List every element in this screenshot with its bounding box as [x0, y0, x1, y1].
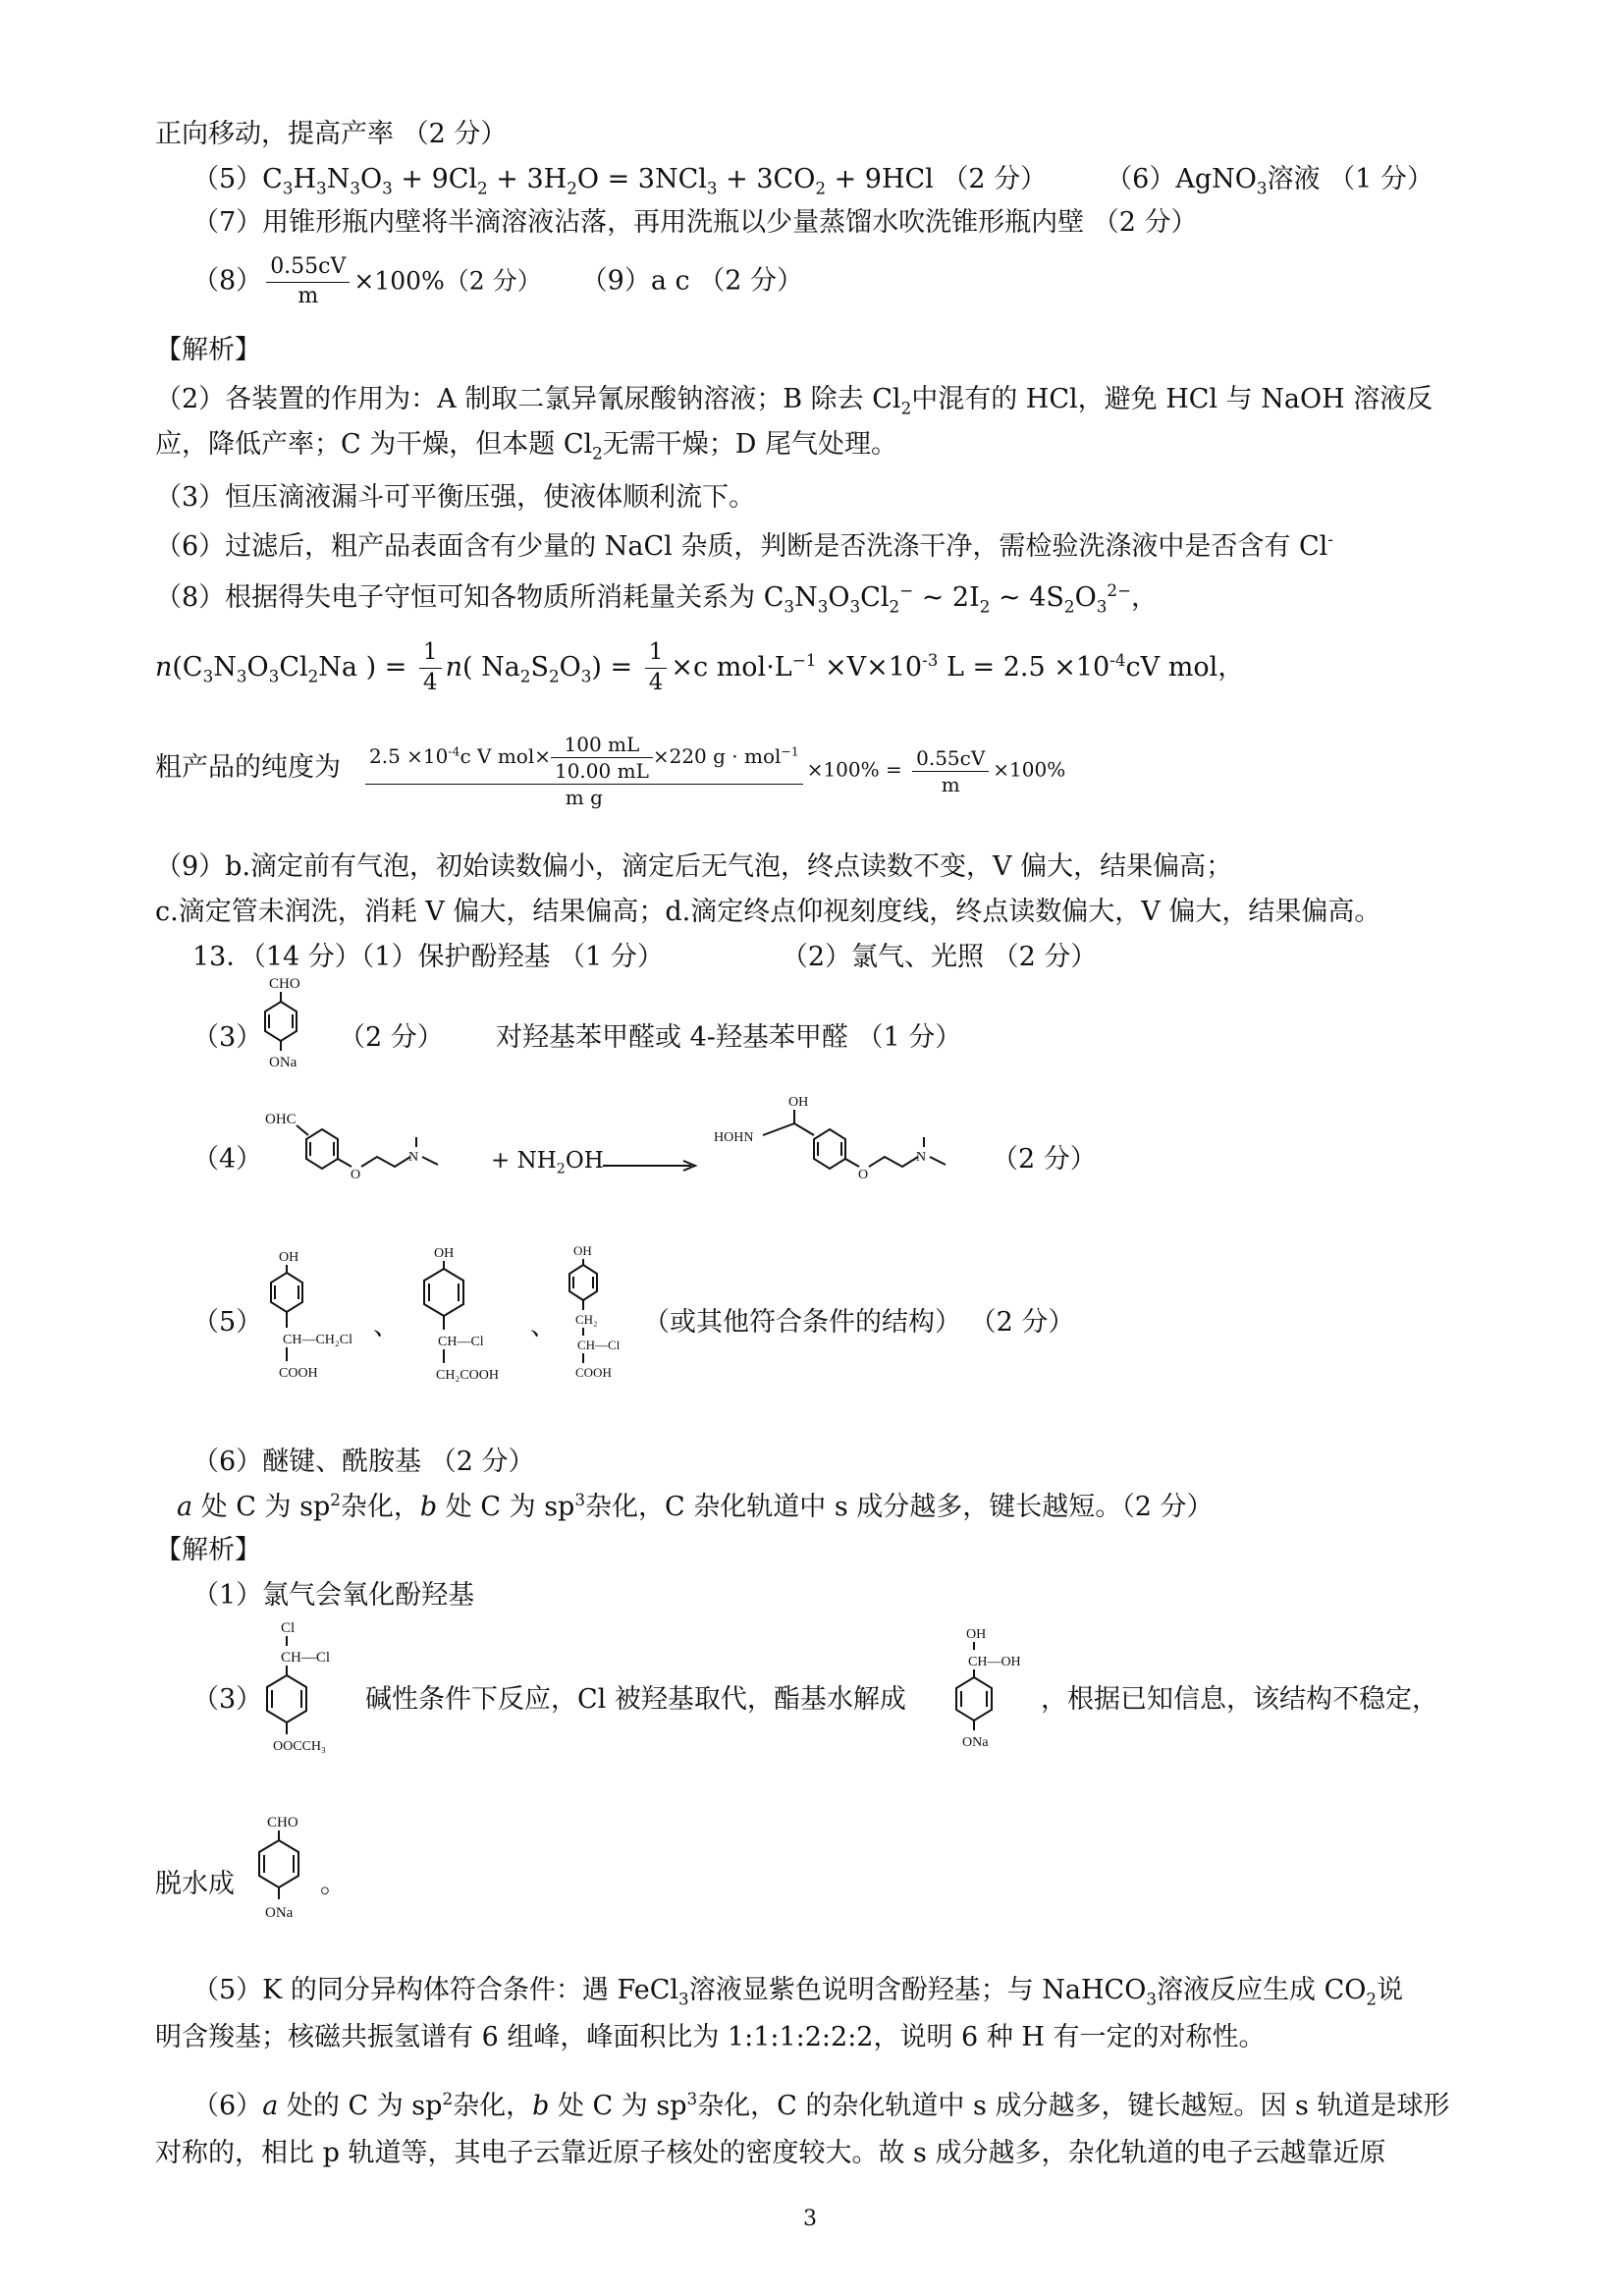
text-line: 对称的，相比 p 轨道等，其电子云靠近原子核处的密度较大。故 s 成分越多，杂化轨道的电子云越靠近原	[155, 2138, 1386, 2168]
reagent: + $NH_2OH$	[491, 1148, 604, 1177]
svg-text:Cl: Cl	[281, 1620, 296, 1636]
svg-text:N: N	[408, 1150, 419, 1165]
text-line: ，根据已知信息，该结构不稳定，	[1041, 1684, 1438, 1715]
svg-text:HOHN: HOHN	[714, 1130, 754, 1145]
text-line: c.滴定管未润洗，消耗 V 偏大，结果偏高；d.滴定终点仰视刻度线，终点读数偏大，V 偏大，结果偏高。	[155, 897, 1381, 927]
svg-text:OOCCH₃: OOCCH₃	[273, 1739, 326, 1754]
reactant-structure	[263, 1100, 469, 1188]
text-line: 碱性条件下反应，Cl 被羟基取代，酯基水解成	[365, 1684, 906, 1715]
text-line: （2）各装置的作用为：A 制取二氯异氰尿酸钠溶液；B 除去 $Cl_2$中混有的 HCl，避免 HCl 与 NaOH 溶液反	[155, 384, 1434, 418]
text-line: （3）	[192, 1022, 263, 1053]
svg-text:OH: OH	[788, 1095, 809, 1110]
equation-line: $(5)C_3H_3N_3O_3 + 9Cl_2 + 3H_2O = 3NCl_3 + 3CO_2 + 9HCl$ （2 分） （6）AgNO$_3$溶液 （1 分）	[192, 164, 1434, 198]
svg-text:CH—CH₂Cl: CH—CH₂Cl	[283, 1333, 353, 1347]
svg-text:CH—Cl: CH—Cl	[281, 1650, 331, 1666]
text-line: 。	[320, 1869, 347, 1899]
svg-text:CH—Cl: CH—Cl	[577, 1338, 621, 1352]
isomer-2	[401, 1241, 528, 1389]
svg-text:CHO: CHO	[267, 1815, 298, 1831]
page-number: 3	[803, 2207, 817, 2231]
text-line: （5）K 的同分异构体符合条件：遇 FeCl$_3$溶液显紫色说明含酚羟基；与 NaHCO$_3$溶液反应生成 $CO_2$说	[192, 1975, 1404, 2009]
svg-text:OH: OH	[279, 1250, 299, 1265]
text-line: （或其他符合条件的结构） （2 分）	[643, 1307, 1075, 1338]
question-13-header: 13．（14 分）（1）保护酚羟基 （1 分） （2）氯气、光照 （2 分）	[192, 942, 1098, 972]
text-line: （1）氯气会氧化酚羟基	[192, 1580, 475, 1611]
svg-text:ONa: ONa	[269, 1055, 298, 1070]
svg-text:CH—OH: CH—OH	[968, 1655, 1021, 1669]
separator: 、	[373, 1311, 400, 1341]
formula-line: $n(C_3N_3O_3Cl_2Na$ ) = $\frac{1}{4}$ n( $Na_2S_2O_3$) = $\frac{1}{4}$ ×c $mol\cdot L^{-1} \times V\times 10^{-3}$ $L = 2.5 \times 10^{-4}cV$ mol，	[155, 639, 1245, 695]
text-line: （2 分）	[992, 1144, 1097, 1175]
svg-text:OH: OH	[573, 1243, 592, 1258]
text-line: a 处 C 为 $sp^2$杂化，b 处 C 为 $sp^3$杂化，C 杂化轨道中 s 成分越多，键长越短。（2 分）	[177, 1490, 1214, 1522]
svg-text:ONa: ONa	[265, 1905, 294, 1921]
text-line: （5）	[192, 1307, 263, 1338]
product-structure	[712, 1090, 977, 1198]
reaction-arrow	[601, 1159, 699, 1173]
svg-text:CH₂COOH: CH₂COOH	[436, 1368, 499, 1383]
isomer-3	[560, 1239, 638, 1406]
separator: 、	[530, 1311, 557, 1341]
text-line: （3）恒压滴液漏斗可平衡压强，使液体顺利流下。	[155, 482, 756, 513]
svg-text:ONa: ONa	[962, 1735, 989, 1750]
answer-line: （8） $\frac{0.55cV}{m}$ ×100%（2 分） （9）a c （2 分）	[192, 254, 803, 308]
structure-dichloromethyl-ester	[247, 1616, 355, 1774]
text-line: 明含羧基；核磁共振氢谱有 6 组峰，峰面积比为 1:1:1:2:2:2，说明 6 种 H 有一定的对称性。	[155, 2022, 1266, 2052]
text-line: （6）a 处的 C 为 $sp^2$杂化，b 处 C 为 $sp^3$杂化，C 的杂化轨道中 s 成分越多，键长越短。因 s 轨道是球形	[192, 2089, 1450, 2121]
svg-text:CH₂: CH₂	[575, 1312, 598, 1327]
svg-text:OHC: OHC	[265, 1112, 297, 1127]
text-line: 应，降低产率；C 为干燥，但本题 $Cl_2$无需干燥；D 尾气处理。	[155, 429, 898, 464]
text-line: （8）根据得失电子守恒可知各物质所消耗量关系为 $C_3N_3O_3Cl_2^-$ ~ $2I_2$ ~ $4S_2O_3^{2-}$，	[155, 580, 1159, 617]
purity-fraction: $2.5 \times 10^{-4}c$ V mol× $\frac{100 mL}{10.00 mL}$ ×220 g · mol$^{-1}$ m g ×100% = $\frac{0.55cV}{m}$ ×100%	[361, 732, 1065, 810]
text-line: （9）b.滴定前有气泡，初始读数偏小，滴定后无气泡，终点读数不变，V 偏大，结果偏高；	[155, 851, 1233, 882]
text-line: 脱水成	[155, 1869, 235, 1899]
text-line: （6）醚键、酰胺基 （2 分）	[192, 1447, 535, 1477]
svg-text:OH: OH	[966, 1627, 987, 1642]
text-line: 正向移动，提高产率 （2 分）	[155, 119, 508, 149]
svg-text:N: N	[916, 1150, 927, 1165]
svg-text:COOH: COOH	[279, 1366, 318, 1381]
svg-text:CHO: CHO	[269, 976, 300, 992]
analysis-heading: 【解析】	[155, 335, 261, 365]
text-line: （2 分）	[339, 1022, 444, 1053]
structure-gem-diol	[945, 1622, 1043, 1770]
text-line: （6）过滤后，粗产品表面含有少量的 NaCl 杂质，判断是否洗涤干净，需检验洗涤液中是否含有 Cl-	[155, 529, 1333, 562]
purity-lead: 粗产品的纯度为	[155, 752, 341, 783]
structure-4-CHO-ONa	[247, 972, 316, 1080]
svg-text:OH: OH	[434, 1246, 455, 1261]
svg-text:CH—Cl: CH—Cl	[438, 1335, 484, 1349]
text-line: （4）	[192, 1144, 263, 1175]
structure-aldehyde-product	[243, 1811, 332, 1948]
isomer-1	[243, 1245, 361, 1393]
text-line: （3）	[192, 1684, 263, 1715]
text-line: （7）用锥形瓶内壁将半滴溶液沾落，再用洗瓶以少量蒸馏水吹洗锥形瓶内壁 （2 分）	[192, 207, 1198, 238]
svg-text:COOH: COOH	[575, 1365, 612, 1380]
svg-text:O: O	[351, 1168, 361, 1182]
svg-text:O: O	[858, 1168, 869, 1182]
analysis-heading: 【解析】	[155, 1535, 261, 1565]
text-line: 对羟基苯甲醛或 4-羟基苯甲醛 （1 分）	[496, 1022, 962, 1053]
